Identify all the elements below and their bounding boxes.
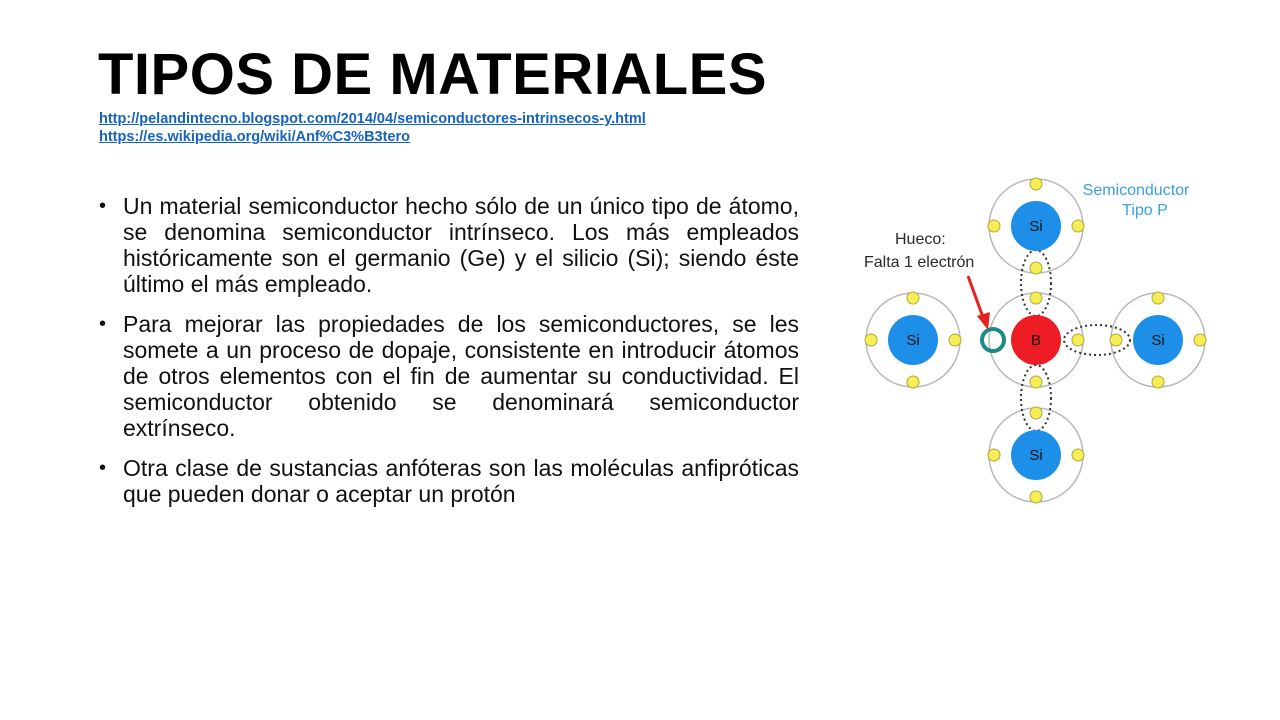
electron	[1030, 178, 1042, 190]
bullet-item	[99, 311, 799, 441]
diagram-title-line1: Semiconductor	[1082, 182, 1190, 199]
electron	[1030, 376, 1042, 388]
bullet-dot: •	[99, 195, 107, 217]
hole-label-line2: Falta 1 electrón	[864, 254, 975, 271]
bullet-item	[99, 193, 799, 297]
electron	[1072, 220, 1084, 232]
atom-label-bottom: Si	[1029, 447, 1043, 464]
atom-label-left: Si	[906, 332, 920, 349]
electron	[988, 449, 1000, 461]
electron	[1152, 376, 1164, 388]
p-type-semiconductor-diagram	[850, 170, 1220, 515]
diagram-title-line2: Tipo P	[1122, 202, 1168, 219]
atom-label-center: B	[1030, 332, 1042, 349]
bullet-text: Un material semiconductor hecho sólo de un único tipo de átomo, se denomina semiconductor intrínseco. Los más empleados históricamente son el germanio (Ge) y el silicio (Si); siendo éste último el más empleado.	[123, 193, 799, 297]
electron	[1110, 334, 1122, 346]
slide-title: TIPOS DE MATERIALES	[98, 42, 768, 107]
electron	[865, 334, 877, 346]
electron	[1030, 292, 1042, 304]
electron	[1030, 262, 1042, 274]
electron	[1152, 292, 1164, 304]
reference-links	[99, 110, 646, 146]
electron	[1194, 334, 1206, 346]
electron	[907, 292, 919, 304]
bullet-item	[99, 455, 799, 507]
reference-link-blog[interactable]: http://pelandintecno.blogspot.com/2014/04/semiconductores-intrinsecos-y.html	[99, 111, 646, 127]
bullet-dot: •	[99, 457, 107, 479]
bullet-text: Para mejorar las propiedades de los semiconductores, se les somete a un proceso de dopaje, consistente en introducir átomos de otros elementos con el fin de aumentar su conductividad. El semiconductor obtenido se denominará semiconductor extrínseco.	[123, 311, 799, 441]
electron	[988, 220, 1000, 232]
bullet-text: Otra clase de sustancias anfóteras son las moléculas anfipróticas que pueden donar o aceptar un protón	[123, 455, 799, 507]
electron	[1030, 491, 1042, 503]
bullet-list	[99, 193, 799, 521]
bullet-dot: •	[99, 313, 107, 335]
arrow-icon	[968, 276, 990, 330]
electron	[1072, 334, 1084, 346]
electron	[1072, 449, 1084, 461]
reference-link-wikipedia[interactable]: https://es.wikipedia.org/wiki/Anf%C3%B3tero	[99, 129, 410, 145]
electron	[1030, 407, 1042, 419]
atom-label-right: Si	[1151, 332, 1165, 349]
hole-label-line1: Hueco:	[895, 231, 946, 248]
atom-label-top: Si	[1029, 218, 1043, 235]
electron	[907, 376, 919, 388]
electron	[949, 334, 961, 346]
